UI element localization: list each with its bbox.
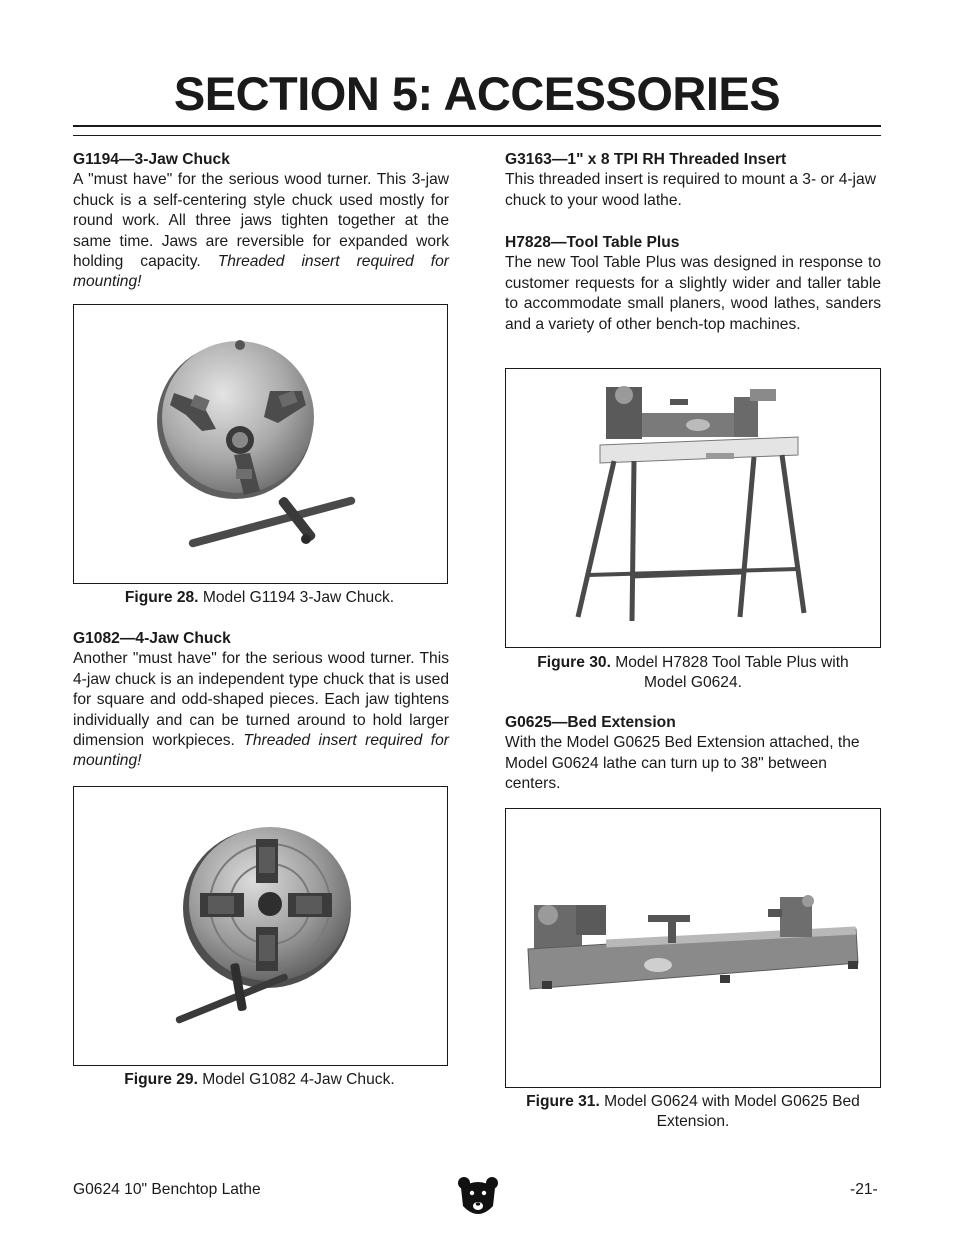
section-g0625 xyxy=(505,713,881,795)
figure-29-box xyxy=(73,786,448,1066)
g0625-heading: G0625—Bed Extension xyxy=(505,714,676,731)
fig30-text: Model H7828 Tool Table Plus with xyxy=(610,654,849,671)
section-h7828 xyxy=(505,233,881,335)
g1082-note: Threaded insert required for mounting! xyxy=(73,732,449,770)
section-g1194 xyxy=(73,150,449,293)
g1194-text: A "must have" for the serious wood turner. This 3-jaw chuck is a self-centering style chuck used mostly for round work. All three jaws tighten together at the same time. Jaws are reversible for expanded work holding capacity. xyxy=(73,171,449,271)
chuck-key-image xyxy=(188,495,356,548)
h7828-heading: H7828—Tool Table Plus xyxy=(505,234,680,251)
g3163-body: This threaded insert is required to mount a 3- or 4-jaw chuck to your wood lathe. xyxy=(505,171,876,209)
figure-31-caption xyxy=(505,1092,881,1133)
fig31-text: Model G0624 with Model G0625 Bed xyxy=(599,1093,860,1110)
figure-28-box xyxy=(73,304,448,584)
section-g1082 xyxy=(73,629,449,772)
g1194-note: Threaded insert required for mounting! xyxy=(73,253,449,291)
g3163-heading: G3163—1" x 8 TPI RH Threaded Insert xyxy=(505,151,787,168)
g0625-body: With the Model G0625 Bed Extension attached, the Model G0624 lathe can turn up to 38" between centers. xyxy=(505,734,860,793)
fig28-text: Model G1194 3-Jaw Chuck. xyxy=(198,589,395,606)
g1082-text: Another "must have" for the serious wood turner. This 4-jaw chuck is an independent type chuck that is used for square and odd-shaped pieces. Each jaw tightens individually and can be turned around to hold larger dimension workpieces. xyxy=(73,650,449,750)
section-g3163 xyxy=(505,150,881,211)
title-rule-thick xyxy=(73,125,881,127)
fig31-line2: Extension. xyxy=(656,1113,730,1131)
page-number: -21- xyxy=(850,1181,878,1198)
fig31-line1 xyxy=(505,1092,881,1112)
figure-28-caption xyxy=(73,588,446,608)
fig30-line2: Model G0624. xyxy=(644,674,742,692)
g1082-heading: G1082—4-Jaw Chuck xyxy=(73,630,231,647)
four-jaw-chuck-image xyxy=(74,787,447,1065)
title-rule-thin xyxy=(73,135,881,136)
fig31-label: Figure 31. xyxy=(526,1093,600,1110)
g1194-body xyxy=(73,170,449,292)
g1082-body xyxy=(73,649,449,771)
figure-30-caption xyxy=(505,653,881,694)
g1194-heading: G1194—3-Jaw Chuck xyxy=(73,151,230,168)
figure-31-box xyxy=(505,808,881,1088)
figure-30-box xyxy=(505,368,881,648)
fig30-label: Figure 30. xyxy=(537,654,611,671)
page-title: SECTION 5: ACCESSORIES xyxy=(173,67,781,120)
h7828-body: The new Tool Table Plus was designed in response to customer requests for a slightly wider and taller table to accommodate small planers, wood lathes, sanders and a variety of other bench-top machines. xyxy=(505,254,881,333)
fig28-label: Figure 28. xyxy=(124,589,199,606)
fig29-text: Model G1082 4-Jaw Chuck. xyxy=(197,1071,395,1088)
lathe-with-bed-extension-image xyxy=(506,809,880,1087)
fig30-line1 xyxy=(505,653,881,673)
three-jaw-chuck-image xyxy=(74,305,447,583)
grizzly-bear-logo-icon xyxy=(457,1176,499,1220)
figure-29-caption xyxy=(73,1070,446,1090)
footer-model: G0624 10" Benchtop Lathe xyxy=(73,1181,261,1198)
fig29-label: Figure 29. xyxy=(124,1071,198,1088)
tool-table-with-lathe-image xyxy=(506,369,880,647)
